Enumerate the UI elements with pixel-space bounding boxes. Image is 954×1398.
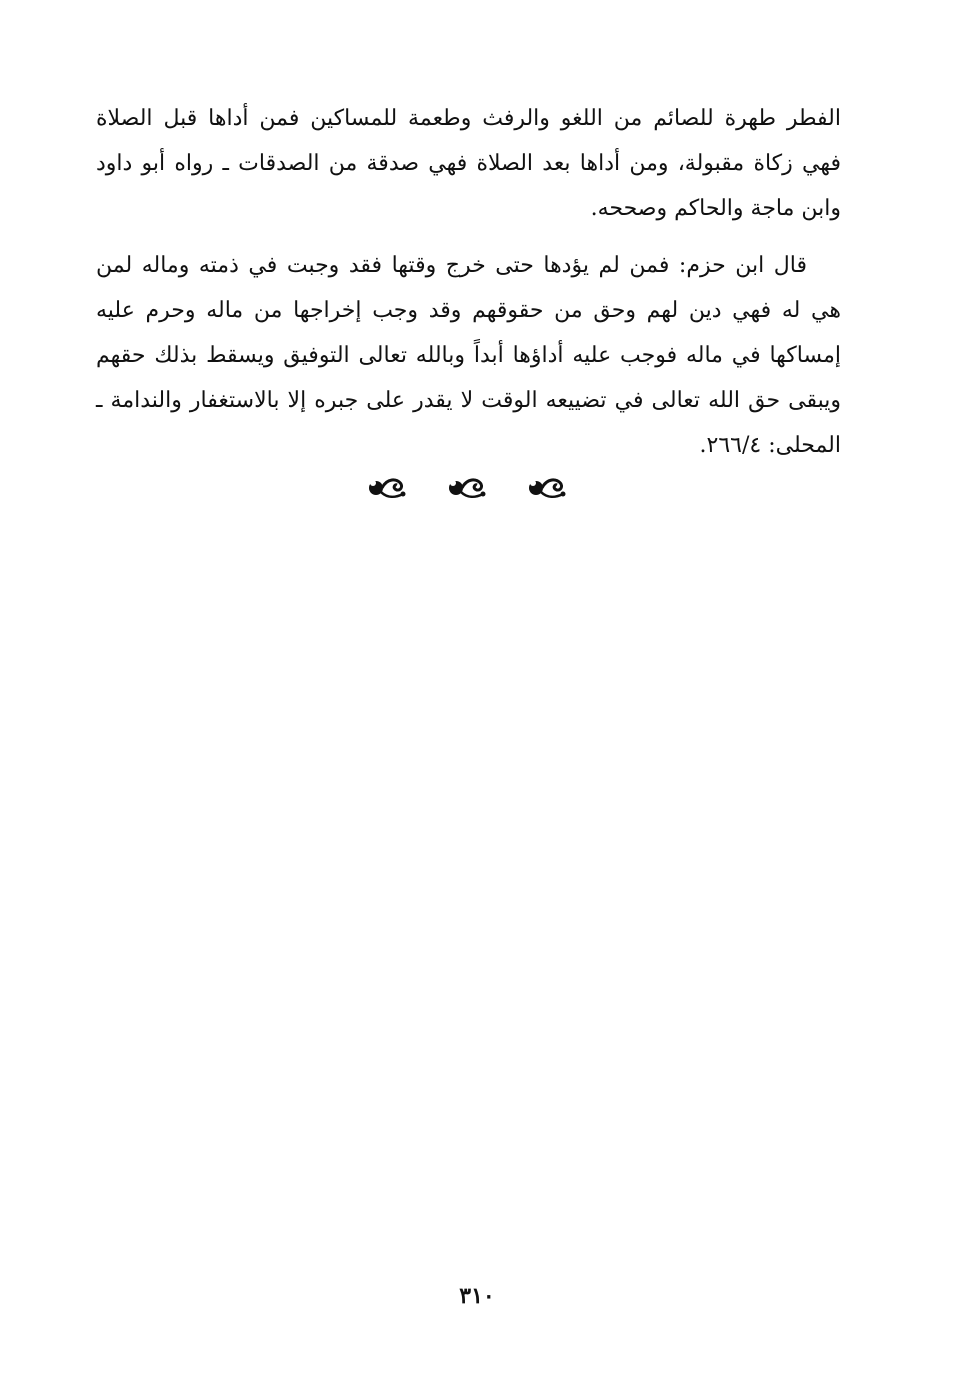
paragraph-hadith: الفطر طهرة للصائم من اللغو والرفث وطعمة للمساكين فمن أداها قبل الصلاة فهي زكاة مقبولة، ومن أداها بعد الصلاة فهي صدقة من الصدقات ـ رواه أبو داود وابن ماجة والحاكم وصححه.	[96, 106, 841, 221]
paragraph-ibn-hazm: قال ابن حزم: فمن لم يؤدها حتى خرج وقتها فقد وجبت في ذمته وماله لمن هي له فهي دين لهم وحق من حقوقهم وقد وجب إخراجها من ماله وحرم عليه إمساكها في ماله فوجب عليه أداؤها أبداً وبالله تعالى التوفيق ويسقط بذلك حقهم ويبقى حق الله تعالى في تضييعه الوقت لا يقدر على جبره إلا بالاستغفار والندامة ـ المحلى: ٢٦٦/٤.	[96, 253, 841, 458]
page-body	[96, 96, 841, 468]
section-divider	[367, 468, 567, 508]
floral-ornament-icon	[527, 474, 567, 502]
floral-ornament-icon	[447, 474, 487, 502]
floral-ornament-icon	[367, 474, 407, 502]
page-number: ٣١٠	[459, 1283, 495, 1309]
